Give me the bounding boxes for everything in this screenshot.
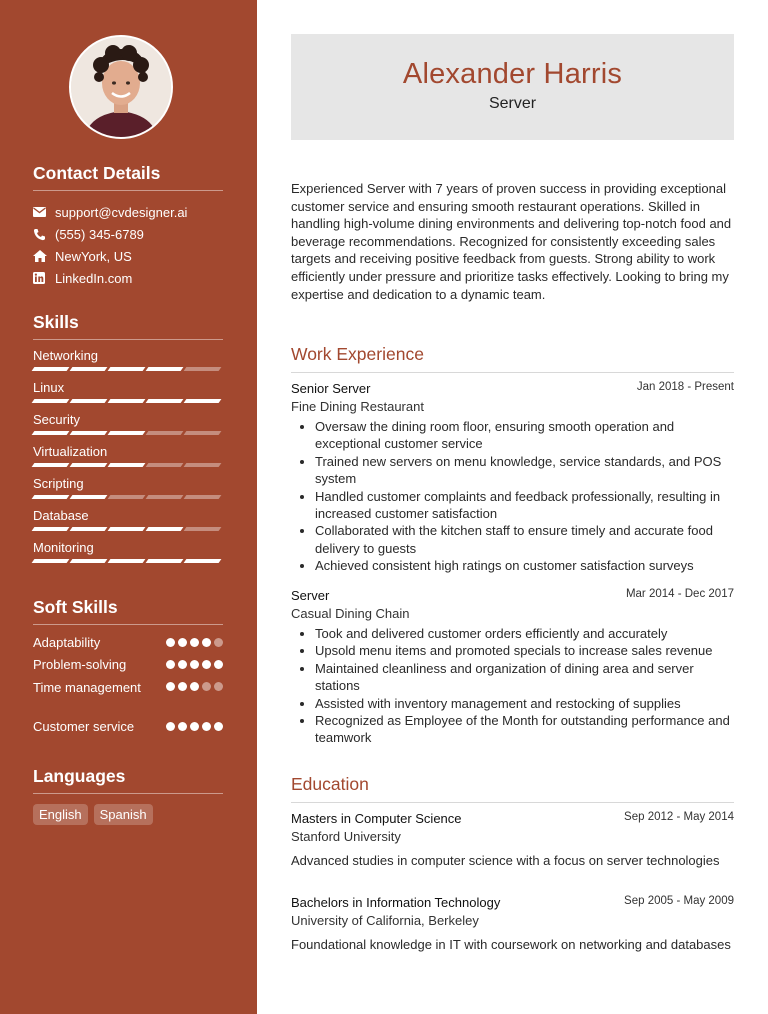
job-bullet: • Handled customer complaints and feedback professionally, resulting in increased customer satisfaction — [315, 488, 734, 523]
job-bullet: • Collaborated with the kitchen staff to ensure timely and accurate food delivery to guests — [315, 522, 734, 557]
job-bullet: • Oversaw the dining room floor, ensuring smooth operation and exceptional customer service — [315, 418, 734, 453]
rating-dot — [166, 660, 175, 669]
soft-skill-item — [33, 719, 223, 741]
skill-level-segment — [184, 431, 222, 435]
skill-level-segment — [146, 431, 184, 435]
job-bullet: • Took and delivered customer orders efficiently and accurately — [315, 625, 734, 642]
skill-level-segment — [184, 463, 222, 467]
home-icon — [33, 250, 49, 263]
phone-icon — [33, 228, 49, 241]
rating-dot — [202, 682, 211, 691]
language-chip: Spanish — [94, 804, 153, 825]
contact-phone[interactable] — [33, 223, 223, 245]
soft-skill-name: Adaptability — [33, 635, 101, 650]
email-icon — [33, 206, 49, 219]
skill-level-bar — [33, 463, 220, 467]
skill-level-segment — [146, 527, 184, 531]
skill-level-segment — [32, 399, 70, 403]
skill-level-segment — [108, 495, 146, 499]
job-dates: Mar 2014 - Dec 2017 — [625, 588, 734, 600]
education-heading: Education — [291, 774, 734, 803]
rating-dot — [190, 638, 199, 647]
skill-level-segment — [146, 399, 184, 403]
soft-skills-section — [33, 597, 223, 741]
language-chip: English — [33, 804, 88, 825]
skill-item — [33, 442, 223, 474]
job-title: Server — [291, 588, 330, 603]
contact-phone-text: (555) 345-6789 — [55, 226, 144, 242]
avatar — [69, 35, 173, 139]
skill-level-segment — [70, 527, 108, 531]
contact-location-text: NewYork, US — [55, 248, 132, 264]
skill-level-bar — [33, 527, 220, 531]
skill-level-segment — [70, 495, 108, 499]
job-bullet: • Recognized as Employee of the Month for outstanding performance and teamwork — [315, 712, 734, 747]
job-bullet: • Achieved consistent high ratings on customer satisfaction surveys — [315, 557, 734, 574]
skill-level-segment — [70, 463, 108, 467]
skill-name: Security — [33, 412, 80, 427]
work-experience-heading: Work Experience — [291, 344, 734, 373]
soft-skill-name: Customer service — [33, 719, 135, 734]
soft-skill-name: Time management — [33, 680, 141, 695]
job-bullet: • Maintained cleanliness and organization of dining area and server stations — [315, 660, 734, 695]
skill-level-segment — [32, 495, 70, 499]
job-entry — [291, 381, 734, 575]
candidate-title: Server — [488, 95, 537, 112]
skill-name: Monitoring — [33, 540, 94, 555]
skill-level-segment — [108, 399, 146, 403]
rating-dot — [202, 638, 211, 647]
job-company: Fine Dining Restaurant — [291, 399, 424, 414]
job-entry — [291, 588, 734, 747]
rating-dot — [178, 660, 187, 669]
skill-level-segment — [70, 399, 108, 403]
skill-level-segment — [108, 559, 146, 563]
skill-level-segment — [146, 495, 184, 499]
rating-dot — [166, 722, 175, 731]
contact-linkedin[interactable] — [33, 267, 223, 289]
contact-location — [33, 245, 223, 267]
degree-title: Bachelors in Information Technology — [291, 895, 501, 910]
languages-section — [33, 766, 223, 825]
skill-level-segment — [70, 367, 108, 371]
job-bullet: • Assisted with inventory management and restocking of supplies — [315, 695, 734, 712]
job-bullets — [291, 418, 734, 575]
soft-skill-item — [33, 679, 223, 719]
skill-level-segment — [184, 367, 222, 371]
profile-summary: Experienced Server with 7 years of proven success in providing exceptional customer service and ensuring smooth restaurant operations. Skilled in handling high-volume dining environments and delivering top-notch food and beverage recommendations. Recognized for consistently exceeding sales targets and receiving positive feedback from guests. Strong ability to work efficiently under pressure and prioritize tasks effectively. Looking to bring my expertise and dedication to a dynamic team. — [291, 181, 732, 302]
education-dates: Sep 2012 - May 2014 — [624, 811, 734, 823]
skill-name: Scripting — [33, 476, 84, 491]
skill-name: Networking — [33, 348, 99, 363]
soft-skill-item — [33, 635, 223, 657]
skill-level-segment — [108, 431, 146, 435]
skills-section — [33, 312, 223, 570]
skill-item — [33, 378, 223, 410]
contact-email[interactable] — [33, 201, 223, 223]
rating-dot — [190, 722, 199, 731]
school-name: University of California, Berkeley — [291, 913, 479, 928]
languages-heading: Languages — [33, 766, 223, 794]
education-entry — [291, 895, 734, 954]
skill-level-segment — [32, 527, 70, 531]
candidate-name: Alexander Harris — [402, 58, 623, 90]
rating-dot — [166, 638, 175, 647]
skill-level-segment — [32, 559, 70, 563]
soft-skill-rating — [166, 682, 223, 691]
rating-dot — [214, 660, 223, 669]
soft-skill-name: Problem-solving — [33, 657, 127, 672]
skill-level-segment — [146, 463, 184, 467]
soft-skills-heading: Soft Skills — [33, 597, 223, 625]
linkedin-icon — [33, 272, 49, 285]
rating-dot — [178, 638, 187, 647]
job-title: Senior Server — [291, 381, 371, 396]
contact-heading: Contact Details — [33, 163, 223, 191]
skill-level-bar — [33, 431, 220, 435]
skill-item — [33, 538, 223, 570]
skill-level-segment — [184, 399, 222, 403]
skill-name: Virtualization — [33, 444, 108, 459]
skill-level-segment — [70, 559, 108, 563]
skill-level-segment — [32, 367, 70, 371]
skill-level-bar — [33, 367, 220, 371]
skill-item — [33, 506, 223, 538]
rating-dot — [214, 682, 223, 691]
contact-email-text: support@cvdesigner.ai — [55, 204, 188, 220]
education-description: Advanced studies in computer science with a focus on server technologies — [291, 853, 720, 868]
soft-skill-rating — [166, 660, 223, 669]
education-entry — [291, 811, 734, 870]
skill-name: Linux — [33, 380, 65, 395]
skills-heading: Skills — [33, 312, 223, 340]
skill-level-segment — [108, 367, 146, 371]
skill-level-bar — [33, 559, 220, 563]
name-header — [291, 34, 734, 140]
language-chips — [33, 804, 223, 825]
rating-dot — [202, 722, 211, 731]
job-bullet: • Trained new servers on menu knowledge, service standards, and POS system — [315, 453, 734, 488]
soft-skill-rating — [166, 722, 223, 731]
contact-section — [33, 163, 223, 289]
skill-name: Database — [33, 508, 89, 523]
rating-dot — [190, 682, 199, 691]
skill-item — [33, 410, 223, 442]
profile-photo — [71, 37, 171, 137]
skill-level-segment — [184, 495, 222, 499]
education-dates: Sep 2005 - May 2009 — [624, 895, 734, 907]
contact-linkedin-text: LinkedIn.com — [55, 270, 133, 286]
skill-level-segment — [32, 431, 70, 435]
job-company: Casual Dining Chain — [291, 606, 410, 621]
job-bullet: • Upsold menu items and promoted specials to increase sales revenue — [315, 642, 734, 659]
rating-dot — [178, 722, 187, 731]
skill-level-segment — [146, 367, 184, 371]
skill-item — [33, 346, 223, 378]
rating-dot — [190, 660, 199, 669]
rating-dot — [166, 682, 175, 691]
job-bullets — [291, 625, 734, 747]
rating-dot — [214, 638, 223, 647]
soft-skill-rating — [166, 638, 223, 647]
job-dates: Jan 2018 - Present — [636, 381, 734, 393]
skills-list — [33, 346, 223, 570]
sidebar — [0, 0, 257, 1014]
skill-level-segment — [108, 463, 146, 467]
skill-level-bar — [33, 399, 220, 403]
education-description: Foundational knowledge in IT with coursework on networking and databases — [291, 937, 731, 952]
degree-title: Masters in Computer Science — [291, 811, 462, 826]
skill-level-segment — [184, 559, 222, 563]
school-name: Stanford University — [291, 829, 401, 844]
skill-level-segment — [146, 559, 184, 563]
skill-level-segment — [184, 527, 222, 531]
skill-level-segment — [70, 431, 108, 435]
soft-skills-list — [33, 635, 223, 741]
soft-skill-item — [33, 657, 223, 679]
skill-level-segment — [108, 527, 146, 531]
rating-dot — [178, 682, 187, 691]
skill-level-bar — [33, 495, 220, 499]
rating-dot — [214, 722, 223, 731]
skill-level-segment — [32, 463, 70, 467]
rating-dot — [202, 660, 211, 669]
skill-item — [33, 474, 223, 506]
